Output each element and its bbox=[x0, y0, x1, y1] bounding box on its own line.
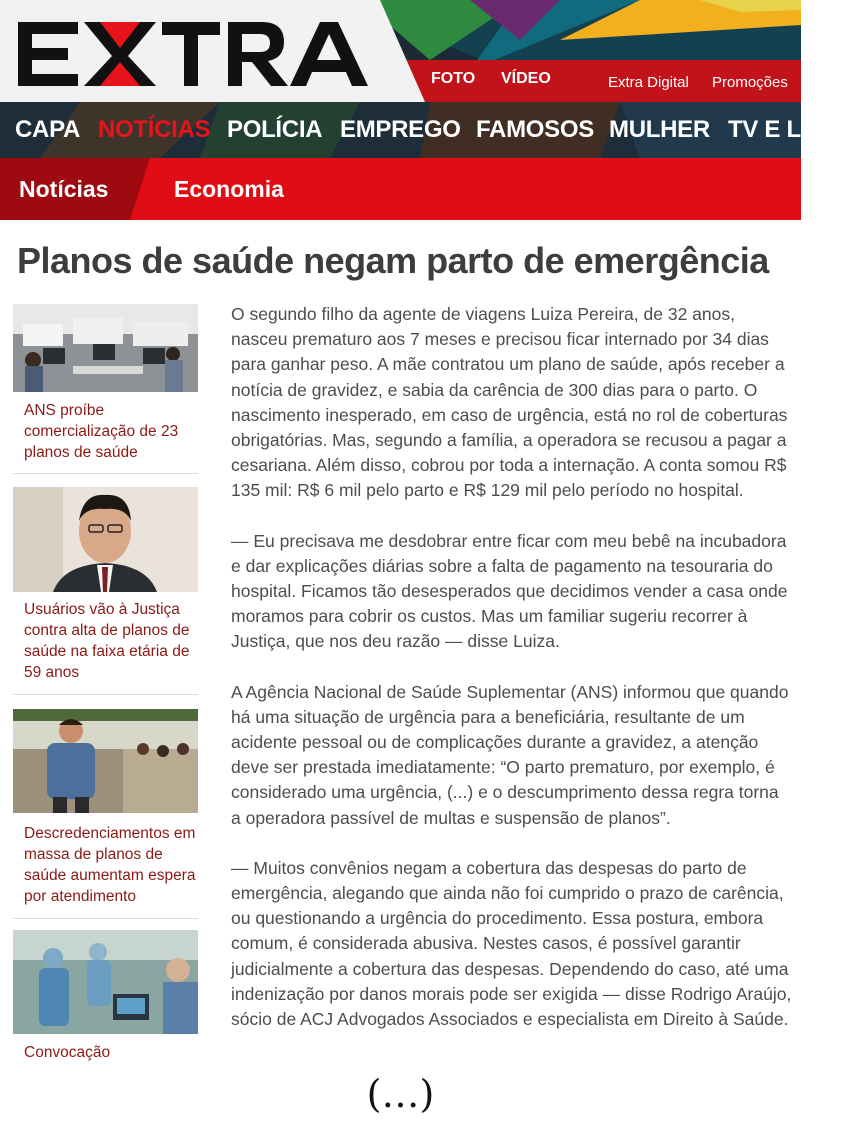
top-link-video[interactable]: VÍDEO bbox=[501, 70, 551, 87]
logo-area[interactable] bbox=[0, 0, 440, 102]
nav-item-tv-e-lazer[interactable]: TV E LAZER bbox=[728, 116, 865, 143]
divider bbox=[13, 694, 198, 695]
nav-item-policia[interactable]: POLÍCIA bbox=[227, 116, 323, 143]
article-paragraph: A Agência Nacional de Saúde Suplementar (ANS) informou que quando há uma situação de urgência para a beneficiária, resultante de um acidente pessoal ou de complicações durante a gravidez, a atenção deve ser prestada imediatamente: “O parto prematuro, por exemplo, é considerado uma urgência, (...) e o descumprimento dessa regra torna a operadora passível de multas e suspensão de planos”. bbox=[231, 681, 789, 828]
lawyer-portrait-photo[interactable] bbox=[13, 487, 198, 592]
related-item-title[interactable]: Convocação bbox=[24, 1044, 111, 1061]
related-item-title[interactable]: ANS proíbe comercialização de 23 planos de saúde bbox=[24, 402, 179, 461]
related-item[interactable] bbox=[13, 304, 198, 474]
surgery-room-photo[interactable] bbox=[13, 930, 198, 1034]
article-headline: Planos de saúde negam parto de emergência bbox=[17, 240, 769, 281]
article-paragraph: — Eu precisava me desdobrar entre ficar com meu bebê na incubadora e dar explicações diárias sobre a falta de pagamento na tesouraria do hospital. Ficamos tão desesperados que decidimos vender a casa onde moramos para cobrir os custos. Mas um familiar sugeriu recorrer à Justiça, que nos deu razão — disse Luiza. bbox=[231, 530, 788, 652]
related-item[interactable] bbox=[13, 487, 198, 695]
top-link-foto[interactable]: FOTO bbox=[431, 70, 476, 87]
top-link-extra-digital[interactable]: Extra Digital bbox=[608, 74, 689, 91]
related-item-title[interactable]: Descredenciamentos em massa de planos de saúde aumentam espera por atendimento bbox=[24, 825, 196, 905]
related-item[interactable] bbox=[13, 930, 198, 1061]
nav-item-noticias[interactable]: NOTÍCIAS bbox=[98, 116, 211, 143]
section-bar bbox=[0, 158, 801, 220]
related-item-title[interactable]: Usuários vão à Justiça contra alta de planos de saúde na faixa etária de 59 anos bbox=[24, 601, 190, 681]
related-sidebar bbox=[13, 304, 198, 1061]
section-breadcrumb-current[interactable]: Notícias bbox=[19, 176, 109, 202]
waiting-room-photo[interactable] bbox=[13, 709, 198, 813]
nav-item-capa[interactable]: CAPA bbox=[15, 116, 81, 143]
top-link-promocoes[interactable]: Promoções bbox=[712, 74, 788, 91]
extra-logo[interactable] bbox=[0, 0, 440, 102]
nav-item-emprego[interactable]: EMPREGO bbox=[340, 116, 461, 143]
related-item[interactable] bbox=[13, 709, 198, 919]
office-workers-photo[interactable] bbox=[13, 304, 198, 392]
site-header bbox=[0, 0, 865, 158]
nav-item-famosos[interactable]: FAMOSOS bbox=[476, 116, 594, 143]
continuation-ellipsis: (…) bbox=[366, 1072, 435, 1116]
article-body bbox=[231, 302, 793, 1057]
section-bar-shape bbox=[0, 158, 801, 220]
nav-item-mulher[interactable]: MULHER bbox=[609, 116, 710, 143]
divider bbox=[13, 918, 198, 919]
section-breadcrumb-sub[interactable]: Economia bbox=[174, 176, 284, 202]
article-paragraph: O segundo filho da agente de viagens Luiza Pereira, de 32 anos, nasceu prematuro aos 7 meses e precisou ficar internado por 34 dias para ganhar peso. A mãe contratou um plano de saúde, após receber a notícia de gravidez, e sabia da carência de 300 dias para o parto. O nascimento inesperado, em caso de urgência, está no rol de coberturas obrigatórias. Mas, segundo a família, a operadora se recusou a pagar a cesariana. Além disso, cobrou por toda a internação. A conta somou R$ 135 mil: R$ 6 mil pelo parto e R$ 129 mil pelo período no hospital. bbox=[231, 304, 788, 501]
article-paragraph: — Muitos convênios negam a cobertura das despesas do parto de emergência, alegando que ainda não foi cumprido o prazo de carência, ou questionando a urgência do procedimento. Essa postura, embora comum, é considerada abusiva. Nestes casos, é possível garantir judicialmente a cobertura das despesas. Dependendo do caso, até uma indenização por danos morais pode ser exigida — disse Rodrigo Araújo, sócio de ACJ Advogados Associados e especialista em Direito à Saúde. bbox=[231, 857, 792, 1030]
main-nav bbox=[0, 102, 865, 158]
divider bbox=[13, 473, 198, 474]
